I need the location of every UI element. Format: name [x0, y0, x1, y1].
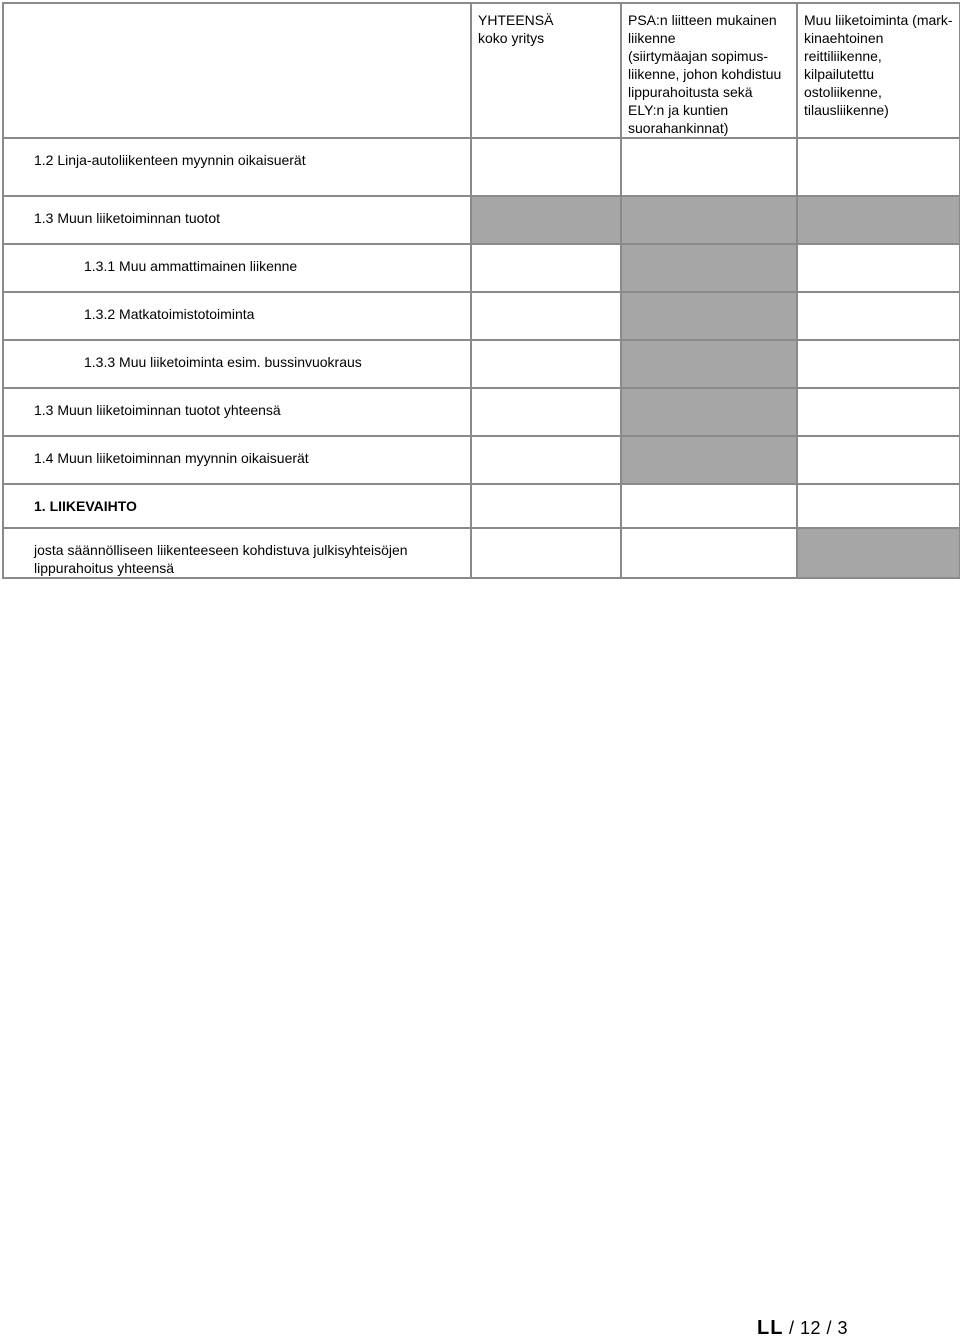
- row-label: 1.3.2 Matkatoimistotoiminta: [3, 292, 471, 340]
- table-row: [3, 528, 960, 578]
- header-other-business: [797, 3, 960, 138]
- value-cell-other-business[interactable]: [797, 138, 960, 196]
- page-number: / 12 / 3: [788, 1318, 848, 1338]
- row-label: 1.2 Linja-autoliikenteen myynnin oikaisuerät: [3, 138, 471, 196]
- row-label: 1.3 Muun liiketoiminnan tuotot: [3, 196, 471, 244]
- row-label: 1.3.3 Muu liiketoiminta esim. bussinvuokraus: [3, 340, 471, 388]
- value-cell-other-business: [797, 196, 960, 244]
- value-cell-total[interactable]: [471, 528, 621, 578]
- table-row: [3, 484, 960, 528]
- value-cell-total[interactable]: [471, 244, 621, 292]
- page-footer: [757, 1317, 848, 1340]
- value-cell-psa[interactable]: [621, 138, 797, 196]
- value-cell-psa: [621, 436, 797, 484]
- row-label: 1.3 Muun liiketoiminnan tuotot yhteensä: [3, 388, 471, 436]
- row-label: 1.4 Muun liiketoiminnan myynnin oikaisuerät: [3, 436, 471, 484]
- value-cell-other-business[interactable]: [797, 388, 960, 436]
- table-row: [3, 244, 960, 292]
- value-cell-other-business: [797, 528, 960, 578]
- table-row: [3, 340, 960, 388]
- value-cell-total[interactable]: [471, 138, 621, 196]
- header-total-text: YHTEENSÄ koko yritys: [478, 12, 554, 46]
- value-cell-psa: [621, 292, 797, 340]
- value-cell-total: [471, 196, 621, 244]
- table-row: [3, 388, 960, 436]
- value-cell-total[interactable]: [471, 292, 621, 340]
- value-cell-total[interactable]: [471, 340, 621, 388]
- row-label: 1. LIIKEVAIHTO: [3, 484, 471, 528]
- income-statement-form: [2, 2, 960, 579]
- header-psa-text: PSA:n liitteen mukainen liikenne (siirtymäajan sopimus-liikenne, johon kohdistuu lippurahoitusta sekä ELY:n ja kuntien suorahankinnat): [628, 12, 782, 136]
- value-cell-other-business[interactable]: [797, 340, 960, 388]
- form-code: LL: [757, 1317, 784, 1339]
- table-row: [3, 292, 960, 340]
- value-cell-psa: [621, 196, 797, 244]
- value-cell-total[interactable]: [471, 436, 621, 484]
- header-row: [3, 3, 960, 138]
- value-cell-psa: [621, 244, 797, 292]
- header-total: [471, 3, 621, 138]
- value-cell-other-business[interactable]: [797, 436, 960, 484]
- value-cell-psa[interactable]: [621, 528, 797, 578]
- header-other-business-text: Muu liiketoiminta (mark-kinaehtoinen reittiliikenne, kilpailutettu ostoliikenne, tilausliikenne): [804, 12, 953, 118]
- value-cell-psa[interactable]: [621, 484, 797, 528]
- row-label: 1.3.1 Muu ammattimainen liikenne: [3, 244, 471, 292]
- header-empty-cell: [3, 3, 471, 138]
- table-row: [3, 436, 960, 484]
- table-row: [3, 196, 960, 244]
- value-cell-other-business[interactable]: [797, 244, 960, 292]
- value-cell-other-business[interactable]: [797, 484, 960, 528]
- header-psa: [621, 3, 797, 138]
- value-cell-psa: [621, 388, 797, 436]
- value-cell-total[interactable]: [471, 388, 621, 436]
- value-cell-total[interactable]: [471, 484, 621, 528]
- row-label: josta säännölliseen liikenteeseen kohdistuva julkisyhteisöjen lippurahoitus yhteensä: [3, 528, 471, 578]
- table-row: [3, 138, 960, 196]
- value-cell-other-business[interactable]: [797, 292, 960, 340]
- value-cell-psa: [621, 340, 797, 388]
